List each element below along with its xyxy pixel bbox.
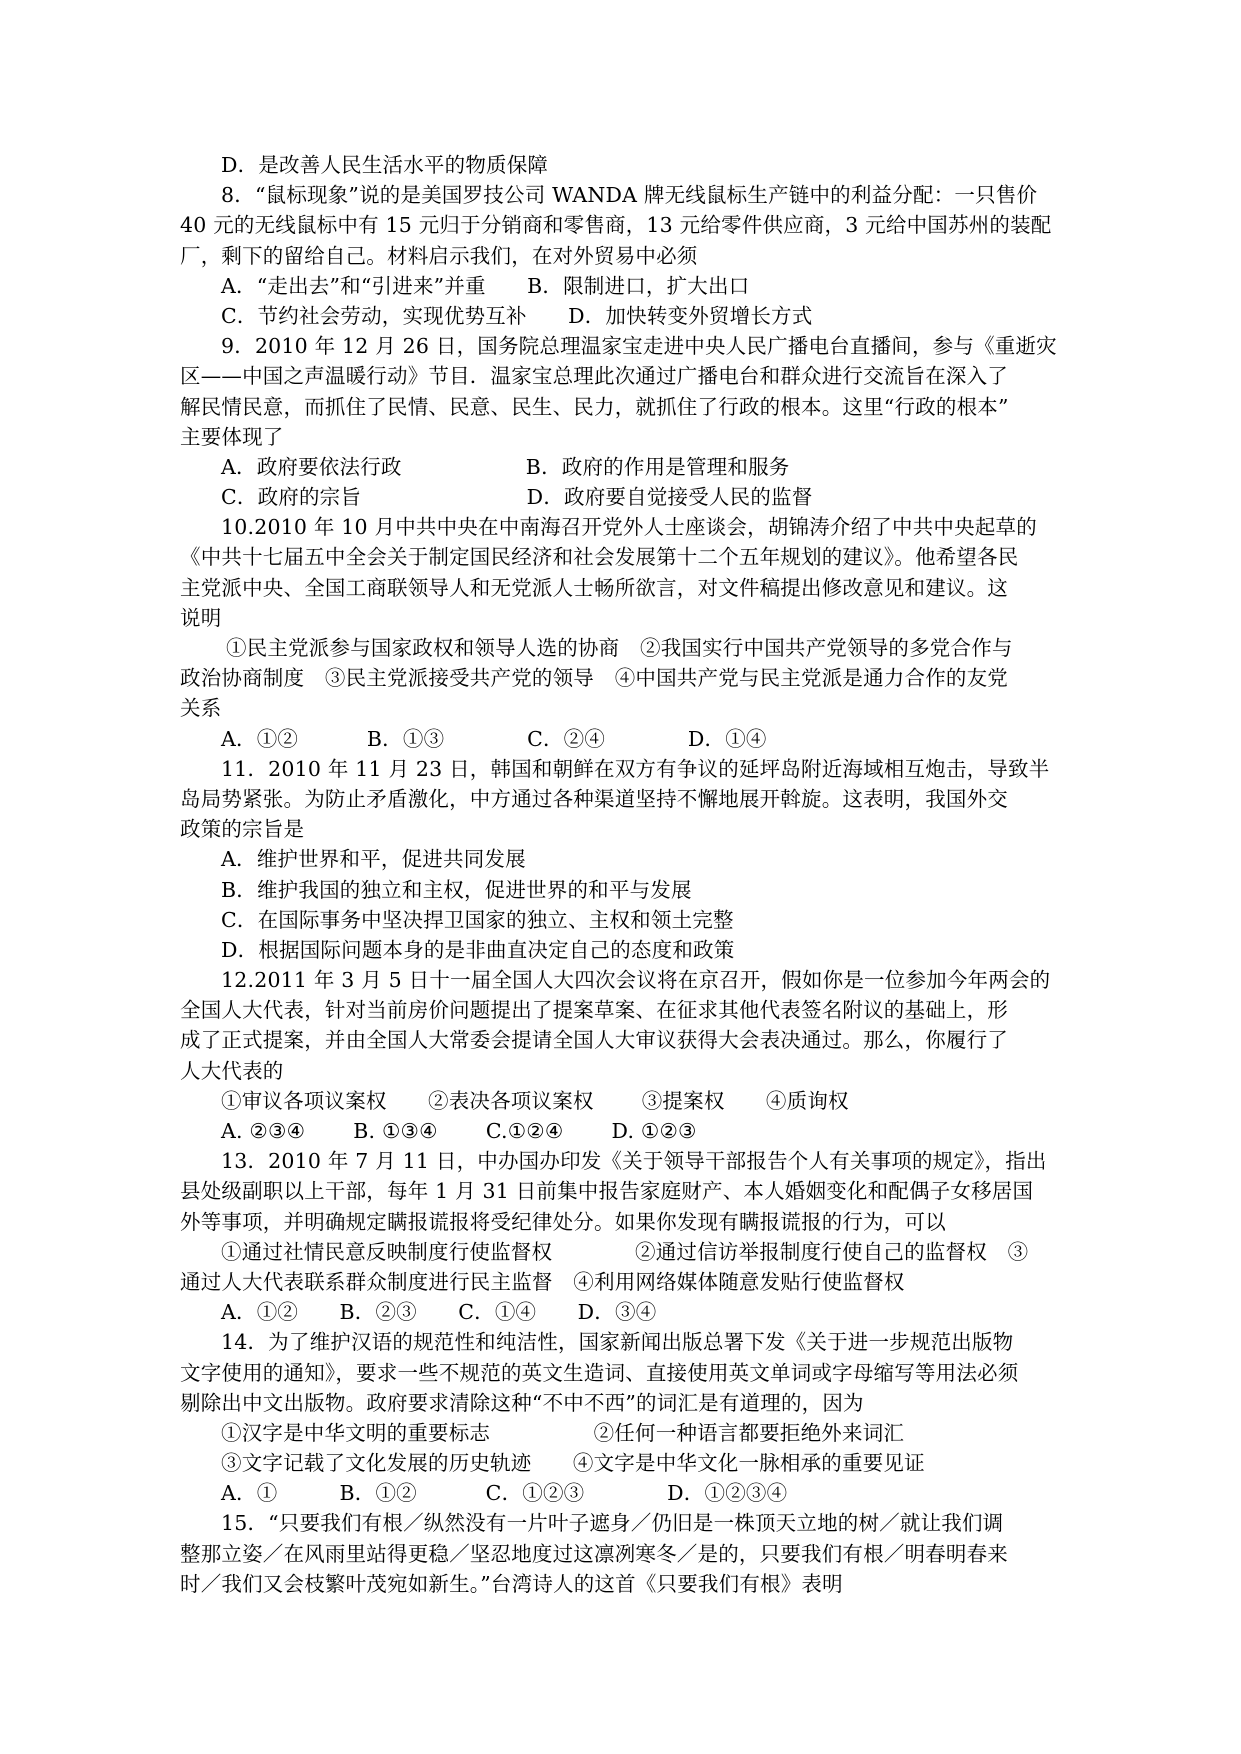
- text-line: 《中共十七届五中全会关于制定国民经济和社会发展第十二个五年规划的建议》。他希望各民: [180, 545, 1019, 570]
- text-line: A．① B．①② C．①②③ D．①②③④: [221, 1481, 788, 1506]
- text-line: ①汉字是中华文明的重要标志 ②任何一种语言都要拒绝外来词汇: [221, 1420, 905, 1445]
- text-line: 9．2010 年 12 月 26 日，国务院总理温家宝走进中央人民广播电台直播间，参与《重逝灾: [221, 334, 1057, 359]
- text-line: 全国人大代表，针对当前房价问题提出了提案草案、在征求其他代表签名附议的基础上，形: [180, 998, 1008, 1023]
- text-line: 外等事项，并明确规定瞒报谎报将受纪律处分。如果你发现有瞒报谎报的行为，可以: [180, 1209, 946, 1234]
- text-line: 解民情民意，而抓住了民情、民意、民生、民力，就抓住了行政的根本。这里“行政的根本”: [180, 394, 1009, 419]
- text-line: ①审议各项议案权 ②表决各项议案权 ③提案权 ④质询权: [221, 1088, 849, 1113]
- text-line: 10.2010 年 10 月中共中央在中南海召开党外人士座谈会，胡锦涛介绍了中共中央起草的: [221, 515, 1037, 540]
- text-line: 成了正式提案，并由全国人大常委会提请全国人大审议获得大会表决通过。那么，你履行了: [180, 1028, 1008, 1053]
- text-line: 15．“只要我们有根／纵然没有一片叶子遮身／仍旧是一株顶天立地的树／就让我们调: [221, 1511, 1004, 1536]
- text-line: 剔除出中文出版物。政府要求清除这种“不中不西”的词汇是有道理的，因为: [180, 1390, 864, 1415]
- text-line: 说明: [180, 605, 222, 630]
- text-line: 县处级副职以上干部，每年 1 月 31 日前集中报告家庭财产、本人婚姻变化和配偶子女移居国: [180, 1179, 1034, 1204]
- text-line: 11．2010 年 11 月 23 日，韩国和朝鲜在双方有争议的延坪岛附近海域相互炮击，导致半: [221, 756, 1050, 781]
- text-line: 13．2010 年 7 月 11 日，中办国办印发《关于领导干部报告个人有关事项的规定》，指出: [221, 1149, 1047, 1174]
- text-line: 14．为了维护汉语的规范性和纯洁性，国家新闻出版总署下发《关于进一步规范出版物: [221, 1330, 1014, 1355]
- text-line: A. ②③④ B. ①③④ C.①②④ D. ①②③: [221, 1119, 697, 1143]
- text-line: ①民主党派参与国家政权和领导人选的协商 ②我国实行中国共产党领导的多党合作与: [226, 636, 1013, 660]
- text-line: 12.2011 年 3 月 5 日十一届全国人大四次会议将在京召开，假如你是一位参加今年两会的: [221, 968, 1051, 993]
- text-line: 整那立姿／在风雨里站得更稳／坚忍地度过这凛冽寒冬／是的，只要我们有根／明春明春来: [180, 1541, 1008, 1566]
- text-line: 关系: [180, 696, 222, 721]
- text-line: A．政府要依法行政 B．政府的作用是管理和服务: [221, 454, 790, 479]
- text-line: 主要体现了: [180, 424, 284, 449]
- text-line: 岛局势紧张。为防止矛盾激化，中方通过各种渠道坚持不懈地展开斡旋。这表明，我国外交: [180, 786, 1008, 811]
- text-line: ①通过社情民意反映制度行使监督权 ②通过信访举报制度行使自己的监督权 ③: [221, 1239, 1029, 1264]
- text-line: C．政府的宗旨 D．政府要自觉接受人民的监督: [221, 485, 813, 510]
- text-line: 40 元的无线鼠标中有 15 元归于分销商和零售商，13 元给零件供应商，3 元给中国苏州的装配: [180, 213, 1052, 238]
- text-line: C．节约社会劳动，实现优势互补 D．加快转变外贸增长方式: [221, 303, 813, 328]
- text-line: 人大代表的: [180, 1058, 284, 1083]
- text-line: D．根据国际问题本身的是非曲直决定自己的态度和政策: [221, 937, 735, 962]
- document-page: [180, 150, 1070, 1599]
- text-line: 8．“鼠标现象”说的是美国罗技公司 WANDA 牌无线鼠标生产链中的利益分配：一只售价: [221, 183, 1038, 208]
- text-line: 厂，剩下的留给自己。材料启示我们，在对外贸易中必须: [180, 243, 698, 268]
- text-line: 主党派中央、全国工商联领导人和无党派人士畅所欲言，对文件稿提出修改意见和建议。这: [180, 575, 1008, 600]
- text-line: 时／我们又会枝繁叶茂宛如新生。”台湾诗人的这首《只要我们有根》表明: [180, 1571, 843, 1596]
- text-line: ③文字记载了文化发展的历史轨迹 ④文字是中华文化一脉相承的重要见证: [221, 1451, 925, 1476]
- text-line: 通过人大代表联系群众制度进行民主监督 ④利用网络媒体随意发贴行使监督权: [180, 1269, 905, 1294]
- text-line: A．维护世界和平，促进共同发展: [221, 847, 526, 872]
- text-line: 区——中国之声温暖行动》节目．温家宝总理此次通过广播电台和群众进行交流旨在深入了: [180, 364, 1008, 389]
- text-line: B．维护我国的独立和主权，促进世界的和平与发展: [221, 877, 692, 902]
- text-line: 政治协商制度 ③民主党派接受共产党的领导 ④中国共产党与民主党派是通力合作的友党: [180, 666, 1008, 691]
- text-line: A．①② B．②③ C．①④ D．③④: [221, 1300, 657, 1325]
- text-line: D．是改善人民生活水平的物质保障: [221, 153, 549, 177]
- text-line: 文字使用的通知》，要求一些不规范的英文生造词、直接使用英文单词或字母缩写等用法必须: [180, 1360, 1019, 1385]
- text-line: C．在国际事务中坚决捍卫国家的独立、主权和领土完整: [221, 907, 734, 932]
- text-line: 政策的宗旨是: [180, 817, 305, 842]
- text-line: A．“走出去”和“引进来”并重 B．限制进口，扩大出口: [221, 273, 750, 298]
- text-line: A．①② B．①③ C．②④ D．①④: [221, 726, 767, 751]
